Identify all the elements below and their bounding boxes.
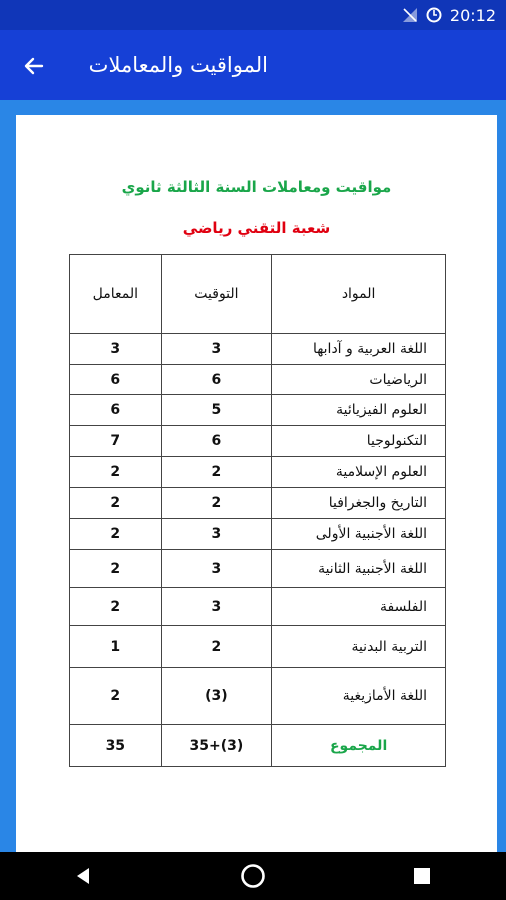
table-row <box>70 626 446 668</box>
subject-cell: اللغة الأجنبية الأولى <box>272 519 446 550</box>
table-row <box>70 395 446 426</box>
hours-cell: 2 <box>161 488 272 519</box>
triangle-back-icon <box>74 866 94 886</box>
coefficient-cell: 2 <box>70 519 162 550</box>
document-subtitle: شعبة التقني رياضي <box>182 219 331 237</box>
coefficient-cell: 2 <box>70 488 162 519</box>
subject-cell: التاريخ والجغرافيا <box>272 488 446 519</box>
subject-cell: اللغة الأجنبية الثانية <box>272 550 446 588</box>
nav-home-button[interactable] <box>233 856 273 896</box>
hours-cell: 6 <box>161 426 272 457</box>
column-header-coefficient: المعامل <box>70 255 162 334</box>
status-time: 20:12 <box>449 5 496 25</box>
table-row <box>70 550 446 588</box>
coefficient-cell: 6 <box>70 365 162 395</box>
hours-cell: 5 <box>161 395 272 426</box>
nav-recents-button[interactable] <box>402 856 442 896</box>
table-row <box>70 519 446 550</box>
hours-cell: 3 <box>161 519 272 550</box>
app-bar <box>0 30 506 100</box>
table-row <box>70 426 446 457</box>
subject-cell: التربية البدنية <box>272 626 446 668</box>
document-page[interactable] <box>16 115 497 852</box>
status-bar <box>0 0 506 30</box>
data-saver-icon <box>426 7 442 23</box>
subject-cell: الرياضيات <box>272 365 446 395</box>
nav-back-button[interactable] <box>64 856 104 896</box>
back-button[interactable] <box>18 50 50 82</box>
table-header-row <box>70 255 446 334</box>
coefficient-cell: 2 <box>70 457 162 488</box>
column-header-subject: المواد <box>272 255 446 334</box>
table-total-row <box>70 725 446 767</box>
hours-cell: 3 <box>161 334 272 365</box>
table-row <box>70 334 446 365</box>
coefficient-cell: 2 <box>70 588 162 626</box>
total-label-cell: المجموع <box>272 725 446 767</box>
coefficient-cell: 3 <box>70 334 162 365</box>
table-row <box>70 588 446 626</box>
coefficient-cell: 6 <box>70 395 162 426</box>
coefficient-cell: 2 <box>70 550 162 588</box>
hours-cell: 6 <box>161 365 272 395</box>
table-row <box>70 488 446 519</box>
column-header-hours: التوقيت <box>161 255 272 334</box>
hours-cell: (3) <box>161 668 272 725</box>
table-row <box>70 668 446 725</box>
document-title: مواقيت ومعاملات السنة الثالثة ثانوي <box>121 178 392 196</box>
subject-cell: اللغة الأمازيغية <box>272 668 446 725</box>
coefficient-cell: 1 <box>70 626 162 668</box>
navigation-bar <box>0 852 506 900</box>
subject-cell: اللغة العربية و آدابها <box>272 334 446 365</box>
subject-cell: العلوم الإسلامية <box>272 457 446 488</box>
total-coefficient-cell: 35 <box>70 725 162 767</box>
subject-cell: التكنولوجيا <box>272 426 446 457</box>
coefficient-cell: 2 <box>70 668 162 725</box>
hours-cell: 2 <box>161 457 272 488</box>
hours-cell: 3 <box>161 550 272 588</box>
table-row <box>70 457 446 488</box>
subject-cell: العلوم الفيزيائية <box>272 395 446 426</box>
arrow-back-icon <box>22 54 46 78</box>
circle-home-icon <box>240 863 266 889</box>
page-title: المواقيت والمعاملات <box>88 53 268 77</box>
coefficient-cell: 7 <box>70 426 162 457</box>
square-recents-icon <box>412 866 432 886</box>
total-hours-cell: 35+(3) <box>161 725 272 767</box>
signal-off-icon <box>402 7 418 23</box>
schedule-table <box>69 254 446 767</box>
table-row <box>70 365 446 395</box>
subject-cell: الفلسفة <box>272 588 446 626</box>
hours-cell: 3 <box>161 588 272 626</box>
hours-cell: 2 <box>161 626 272 668</box>
